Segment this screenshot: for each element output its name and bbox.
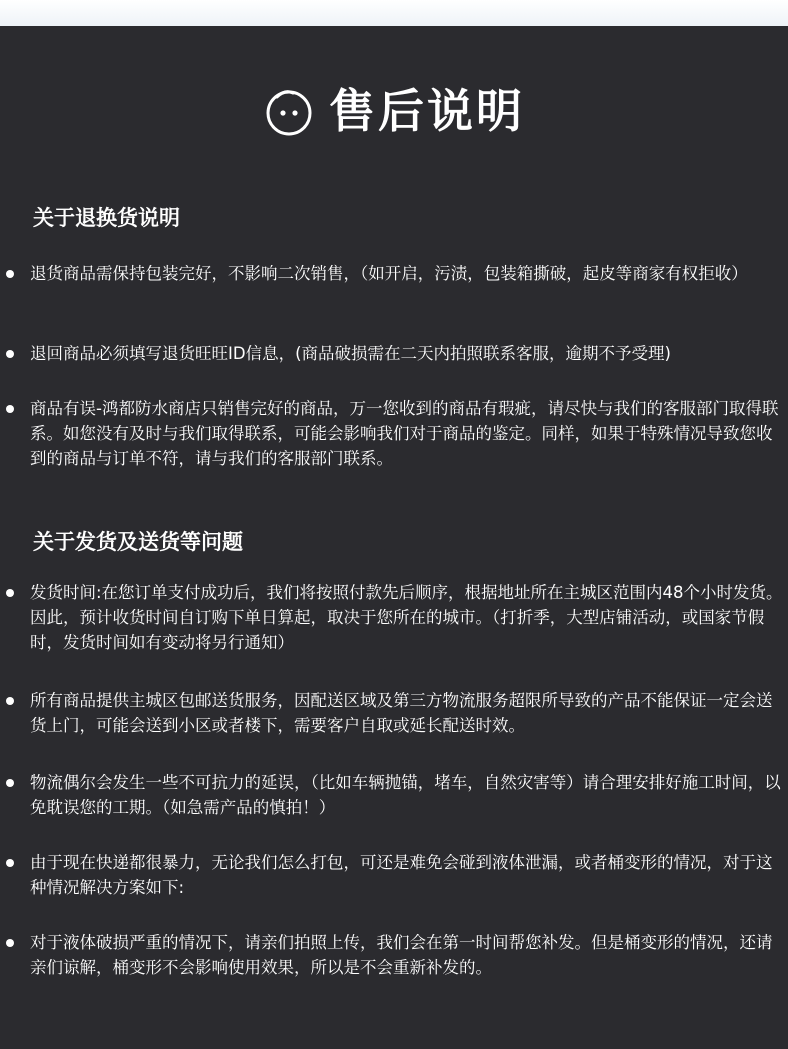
bullet-icon: [6, 270, 14, 278]
bullet-icon: [6, 779, 14, 787]
list-item: [6, 341, 782, 366]
page-header: [0, 81, 788, 141]
list-item-text: 物流偶尔会发生一些不可抗力的延误，（比如车辆抛锚，堵车，自然灾害等）请合理安排好施工时间，以免耽误您的工期。（如急需产品的慎拍！）: [30, 773, 781, 817]
list-item: [6, 396, 782, 471]
list-item: [6, 850, 782, 900]
bullet-icon: [6, 350, 14, 358]
list-item-text: 发货时间:在您订单支付成功后，我们将按照付款先后顺序，根据地址所在主城区范围内48个小时发货。因此，预计收货时间自订购下单日算起，取决于您所在的城市。（打折季，大型店铺活动，或国家节假时，发货时间如有变动将另行通知）: [30, 583, 783, 652]
page-title: 售后说明: [329, 84, 525, 138]
top-strip: [0, 0, 788, 26]
list-item-text: 退回商品必须填写退货旺旺ID信息，(商品破损需在二天内拍照联系客服，逾期不予受理): [30, 344, 671, 363]
list-item: [6, 688, 782, 738]
list-item-text: 所有商品提供主城区包邮送货服务，因配送区域及第三方物流服务超限所导致的产品不能保证一定会送货上门，可能会送到小区或者楼下，需要客户自取或延长配送时效。: [30, 691, 773, 735]
list-item: [6, 770, 782, 820]
list-item: [6, 930, 782, 980]
bullet-icon: [6, 405, 14, 413]
bullet-icon: [6, 697, 14, 705]
list-item-text: 由于现在快递都很暴力，无论我们怎么打包，可还是难免会碰到液体泄漏，或者桶变形的情况，对于这种情况解决方案如下:: [30, 853, 773, 897]
list-item-text: 对于液体破损严重的情况下，请亲们拍照上传，我们会在第一时间帮您补发。但是桶变形的情况，还请亲们谅解，桶变形不会影响使用效果，所以是不会重新补发的。: [30, 933, 773, 977]
after-sales-panel: [0, 26, 788, 1049]
list-item-text: 退货商品需保持包装完好，不影响二次销售，（如开启，污渍，包装箱撕破，起皮等商家有权拒收）: [30, 264, 748, 283]
smiley-face-icon: [263, 85, 315, 137]
bullet-icon: [6, 939, 14, 947]
section-title-returns: 关于退换货说明: [33, 206, 180, 230]
list-item-text: 商品有误-鸿都防水商店只销售完好的商品，万一您收到的商品有瑕疵，请尽快与我们的客服部门取得联系。如您没有及时与我们取得联系，可能会影响我们对于商品的鉴定。同样，如果于特殊情况导致您收到的商品与订单不符，请与我们的客服部门联系。: [30, 399, 779, 468]
bullet-icon: [6, 589, 14, 597]
list-item: [6, 580, 782, 655]
list-item: [6, 261, 782, 311]
bullet-icon: [6, 859, 14, 867]
section-title-shipping: 关于发货及送货等问题: [33, 530, 243, 554]
